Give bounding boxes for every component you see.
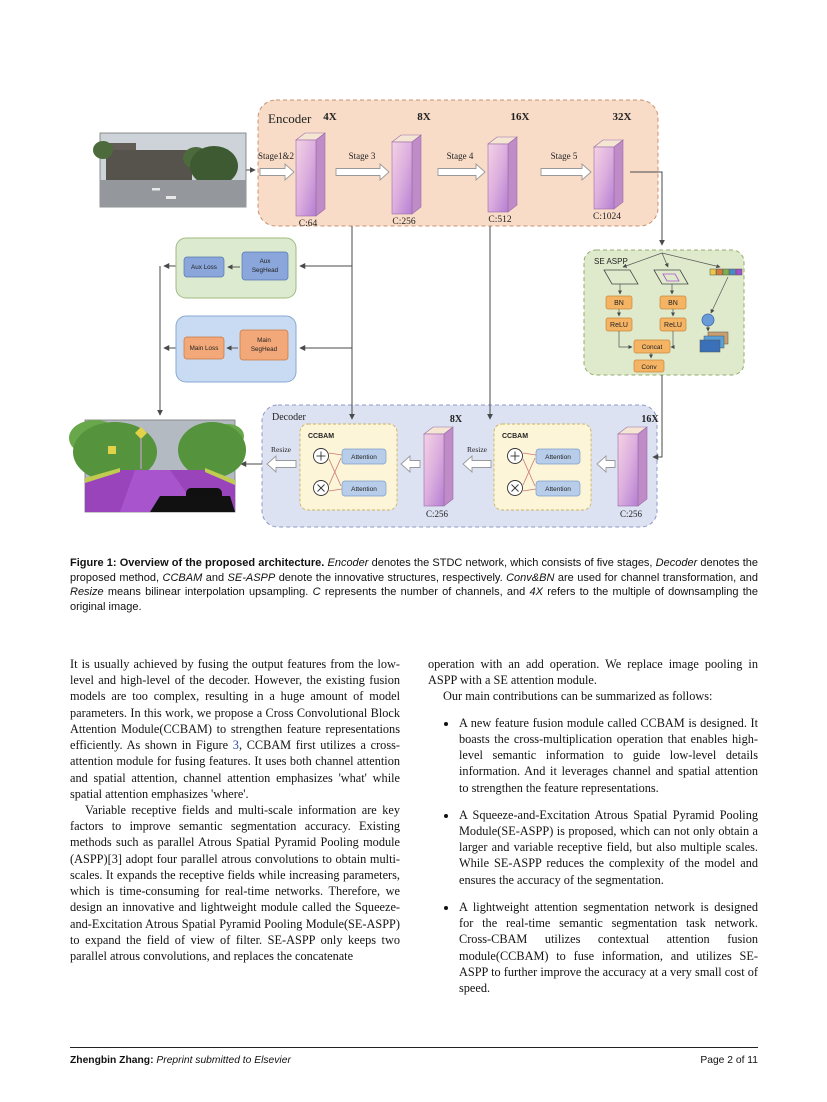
stage-label: Stage 5 bbox=[550, 151, 578, 161]
downsample-label: 8X bbox=[417, 111, 431, 123]
citation-link[interactable]: [3] bbox=[107, 851, 122, 866]
caption-seg: denotes the proposed method, bbox=[70, 557, 758, 584]
channels-label: C:256 bbox=[619, 509, 643, 519]
decoder-title: Decoder bbox=[272, 412, 306, 423]
footer-left bbox=[70, 1055, 291, 1066]
right-column bbox=[428, 656, 758, 1007]
ccbam-module-1 bbox=[300, 424, 397, 510]
relu-label: ReLU bbox=[664, 322, 682, 329]
attention-label: Attention bbox=[351, 486, 377, 493]
aux-head-group bbox=[176, 238, 296, 298]
caption-seg: are used for channel transformation, and bbox=[554, 571, 758, 584]
stage-label: Stage 4 bbox=[446, 151, 474, 161]
ccbam-title: CCBAM bbox=[502, 433, 529, 440]
channels-label: C:64 bbox=[298, 219, 318, 229]
paragraph-text: It is usually achieved by fusing the output features from the low-level and high-level of the decoder. However, the existing fusion models are too complex, resulting in a huge amount of model parameters. In this work, we propose a Cross Convolutional Block Attention Module(CCBAM) to strengthen feature representations efficiently. As shown in Figure bbox=[70, 657, 400, 753]
conv-label: Conv bbox=[641, 364, 657, 371]
figure-caption bbox=[70, 556, 758, 615]
paragraph-text: Variable receptive fields and multi-scale information are key factors to improve semantic segmentation accuracy. Existing methods such as parallel Atrous Spatial Pyramid Pooling module (ASPP) bbox=[70, 802, 400, 866]
caption-seg: C bbox=[312, 586, 321, 599]
concat-label: Concat bbox=[641, 344, 663, 351]
contribution-item: • A new feature fusion module called CCBAM is designed. It boasts the cross-multiplication operation that enables high-level semantic information to guide low-level details information. And it leverages channel and spatial attention to strengthen the feature representations. bbox=[458, 715, 758, 796]
scale-multiply-node bbox=[702, 314, 714, 326]
decoder-block-2 bbox=[618, 427, 647, 506]
se-vector bbox=[710, 269, 742, 275]
channels-label: C:1024 bbox=[593, 212, 621, 222]
relu-label: ReLU bbox=[610, 322, 628, 329]
contributions-list bbox=[428, 715, 758, 997]
caption-seg: denote the innovative structures, respectively. bbox=[275, 571, 507, 584]
caption-seg: refers to the multiple of downsampling the original image. bbox=[70, 586, 758, 613]
channels-label: C:512 bbox=[488, 215, 512, 225]
left-column bbox=[70, 656, 400, 1007]
output-segmentation-image bbox=[69, 420, 246, 512]
downsample-label: 4X bbox=[323, 111, 337, 123]
caption-label: Figure 1: Overview of the proposed architecture. bbox=[70, 557, 325, 569]
main-seghead-label: Main bbox=[257, 337, 271, 344]
attention-label: Attention bbox=[545, 454, 571, 461]
caption-seg: Resize bbox=[70, 586, 104, 599]
caption-seg: Conv&BN bbox=[506, 571, 555, 584]
caption-seg: denotes the STDC network, which consists of five stages, bbox=[368, 557, 656, 569]
caption-seg: Decoder bbox=[655, 557, 698, 569]
downsample-label: 16X bbox=[510, 111, 530, 123]
channels-label: C:256 bbox=[392, 217, 416, 227]
paragraph-text: , CCBAM first utilizes a cross-attention module for fusing features. It uses both channel attention and spatial attention, channel attention emphasizes 'what' while spatial attention emphasizes 'where'. bbox=[70, 738, 400, 801]
caption-seg: means bilinear interpolation upsampling. bbox=[103, 586, 313, 599]
figure-3-link[interactable]: 3 bbox=[232, 738, 239, 753]
main-loss-label: Main Loss bbox=[189, 345, 219, 352]
downsample-label: 16X bbox=[641, 414, 659, 425]
caption-seg: and bbox=[202, 571, 228, 584]
downsample-label: 8X bbox=[449, 414, 463, 425]
footer bbox=[70, 1047, 758, 1066]
attention-label: Attention bbox=[351, 454, 377, 461]
seaspp-title: SE ASPP bbox=[594, 257, 628, 266]
bn-label: BN bbox=[614, 300, 624, 307]
input-image bbox=[93, 133, 246, 207]
encoder-block-4 bbox=[594, 140, 623, 209]
bn-label: BN bbox=[668, 300, 678, 307]
paragraph-text: adopt four parallel atrous convolutions to obtain multi-scales. It expands the receptive fields while increasing parameters, which is time-consuming for real-time networks. Therefore, we design an innovative and lightweight module called the Squeeze-and-Excitation Atrous Spatial Pyramid Pooling Module(SE-ASPP) to expand the field of view of filter. SE-ASPP only keeps two parallel atrous convolutions, and replaces the concatenate bbox=[70, 851, 400, 963]
footer-note: Preprint submitted to Elsevier bbox=[156, 1055, 291, 1066]
paragraph bbox=[70, 802, 400, 964]
caption-seg: 4X bbox=[529, 586, 543, 599]
caption-seg: Encoder bbox=[327, 557, 369, 569]
encoder-title: Encoder bbox=[268, 111, 312, 126]
aux-loss-label: Aux Loss bbox=[191, 264, 217, 271]
encoder-block-1 bbox=[296, 133, 325, 216]
paragraph: operation with an add operation. We replace image pooling in ASPP with a SE attention module. bbox=[428, 657, 758, 688]
caption-seg: CCBAM bbox=[162, 571, 203, 584]
ccbam-title: CCBAM bbox=[308, 433, 335, 440]
stage-label: Stage 3 bbox=[348, 151, 376, 161]
footer-author: Zhengbin Zhang: bbox=[70, 1055, 154, 1066]
aux-seghead-label: SegHead bbox=[251, 267, 279, 274]
decoder-block-1 bbox=[424, 427, 453, 506]
paragraph: Our main contributions can be summarized as follows: bbox=[443, 689, 713, 704]
contribution-item: • A Squeeze-and-Excitation Atrous Spatial Pyramid Pooling Module(SE-ASPP) is proposed, which can not only obtain a larger and variable receptive field, but also multiple scales. While SE-ASPP reduces the complexity of the model and ensures the accuracy of the segmentation. bbox=[458, 807, 758, 888]
ccbam-module-2 bbox=[494, 424, 591, 510]
paragraph bbox=[70, 656, 400, 802]
downsample-label: 32X bbox=[612, 111, 632, 123]
contribution-item: • A lightweight attention segmentation network is designed for the real-time semantic segmentation task network. Cross-CBAM utilizes contextual attention fusion module(CCBAM) to fuse information, and utilizes SE-ASPP to further improve the accuracy at a very small cost of speed. bbox=[458, 899, 758, 996]
body-text bbox=[70, 656, 758, 1007]
encoder-block-3 bbox=[488, 137, 517, 212]
resize-label: Resize bbox=[467, 445, 487, 454]
encoder-block-2 bbox=[392, 135, 421, 214]
caption-seg: SE-ASPP bbox=[227, 571, 276, 584]
main-head-group bbox=[176, 316, 296, 382]
resize-label: Resize bbox=[271, 445, 291, 454]
channels-label: C:256 bbox=[425, 509, 449, 519]
caption-seg: represents the number of channels, and bbox=[320, 586, 530, 599]
footer-page: Page 2 of 11 bbox=[700, 1055, 758, 1066]
attention-label: Attention bbox=[545, 486, 571, 493]
stage-label: Stage1&2 bbox=[258, 151, 294, 161]
main-seghead-label: SegHead bbox=[250, 346, 278, 353]
aux-seghead-label: Aux bbox=[259, 258, 271, 265]
